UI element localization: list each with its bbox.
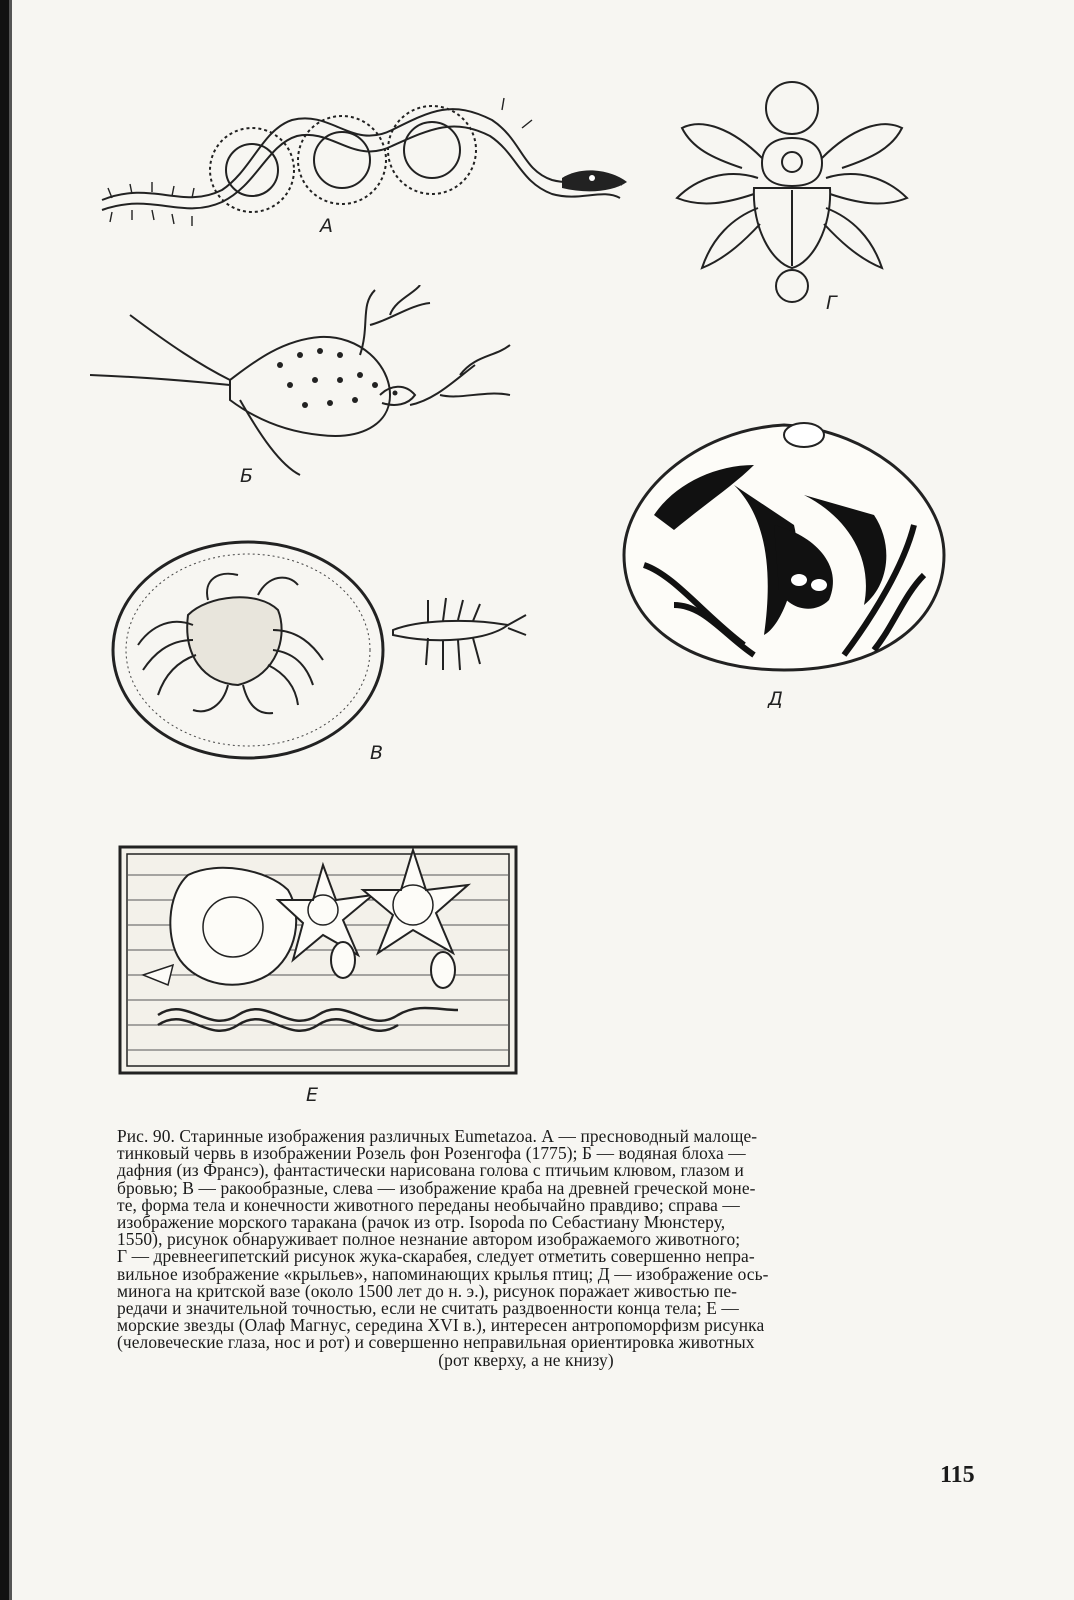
caption-line: (человеческие глаза, нос и рот) и совершенно неправильная ориентировка животных	[117, 1332, 755, 1353]
figure-a-label: А	[320, 215, 333, 237]
caption-line: редачи и значительной точностью, если не считать раздвоенности конца тела; Е —	[117, 1298, 739, 1319]
caption-line: вильное изображение «крыльев», напоминающих крылья птиц; Д — изображение ось-	[117, 1263, 769, 1284]
caption-line: (рот кверху, а не книзу)	[438, 1349, 614, 1370]
figure-g-scarab	[672, 68, 912, 308]
caption-line: бровью; В — ракообразные, слева — изображение краба на древней греческой моне-	[117, 1177, 756, 1198]
caption-line: те, форма тела и конечности животного переданы необычайно правдиво; справа —	[117, 1194, 740, 1215]
figure-a-worm	[92, 70, 632, 240]
caption-line: Рис. 90. Старинные изображения различных Eumetazoa. А — пресноводный малоще-	[117, 1126, 758, 1146]
page-number: 115	[940, 1462, 975, 1488]
figure-d-octopus-vase	[614, 405, 954, 675]
caption-line: дафния (из Франсэ), фантастически нарисована голова с птичьим клювом, глазом и	[117, 1160, 744, 1181]
figure-d-label: Д	[768, 688, 783, 710]
figure-e-label: Е	[306, 1084, 319, 1106]
figure-caption	[117, 1128, 965, 1369]
figure-b-daphnia	[90, 285, 540, 485]
figure-g-label: Г	[826, 292, 837, 314]
caption-line: Г — древнеегипетский рисунок жука-скарабея, следует отметить совершенно непра-	[117, 1246, 755, 1267]
figure-b-label: Б	[240, 465, 254, 487]
caption-line: минога на критской вазе (около 1500 лет до н. э.), рисунок поражает живостью пе-	[117, 1280, 738, 1301]
book-spine-edge	[9, 0, 12, 1600]
figure-v-crab-coin	[108, 535, 393, 765]
book-spine-shadow	[0, 0, 9, 1600]
caption-line: морские звезды (Олаф Магнус, середина XVI в.), интересен антропоморфизм рисунка	[117, 1315, 765, 1336]
figure-e-starfish-woodcut	[118, 845, 518, 1075]
caption-line: 1550), рисунок обнаруживает полное незнание автором изображаемого животного;	[117, 1229, 741, 1250]
figure-v-label: В	[370, 742, 384, 764]
figure-v-isopod	[388, 590, 528, 680]
caption-line: тинковый червь в изображении Розель фон Розенгофа (1775); Б — водяная блоха —	[117, 1143, 746, 1164]
caption-line: изображение морского таракана (рачок из отр. Isopoda по Себастиану Мюнстеру,	[117, 1212, 726, 1233]
